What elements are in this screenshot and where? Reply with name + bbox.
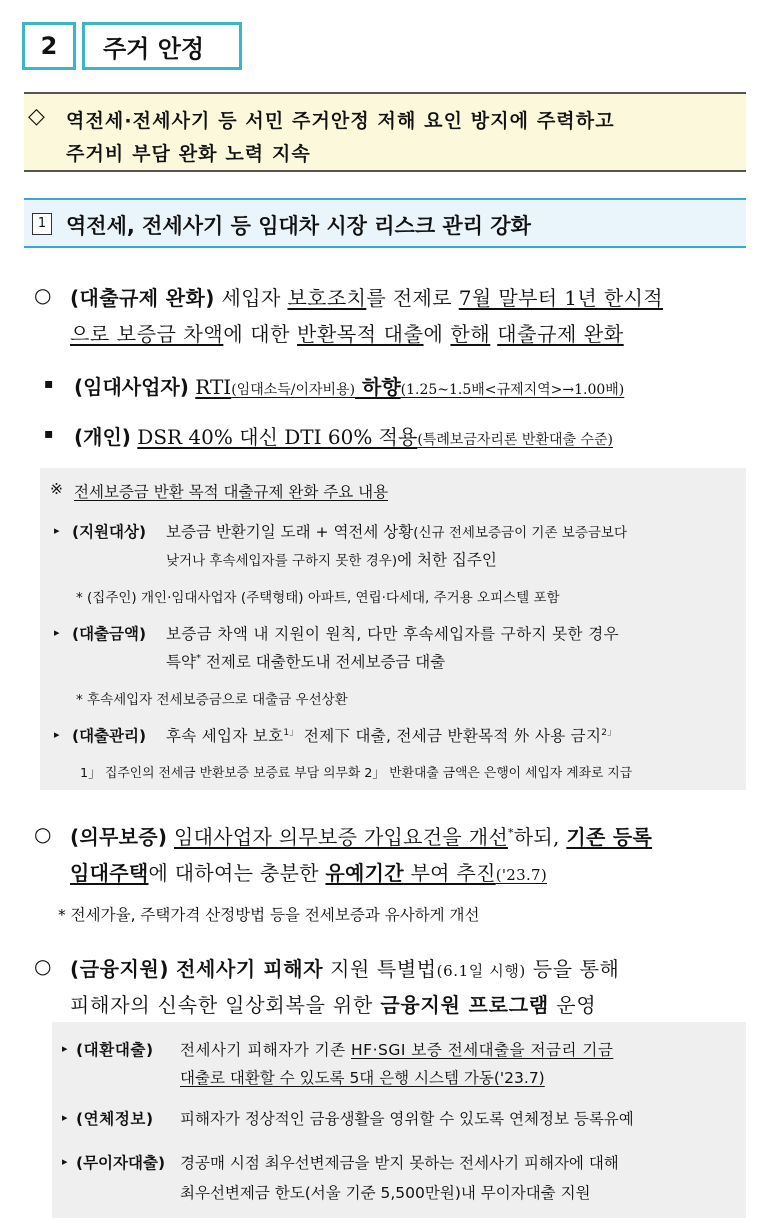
item2-line2: 임대주택에 대하여는 충분한 유예기간 부여 추진('23.7) bbox=[70, 861, 548, 885]
item3-line1: (금융지원) 전세사기 피해자 지원 특별법(6.1일 시행) 등을 통해 bbox=[70, 957, 620, 981]
section-number-box bbox=[22, 22, 76, 70]
box2-r2-label: (연체정보) bbox=[76, 1110, 154, 1128]
item1-line2: 으로 보증금 차액에 대한 반환목적 대출에 한해 대출규제 완화 bbox=[70, 322, 624, 346]
box1-r2-label: (대출금액) bbox=[72, 625, 147, 643]
box1-r3-label: (대출관리) bbox=[72, 727, 147, 745]
box1-r2-line2: 특약* 전제로 대출한도내 전세보증금 대출 bbox=[166, 652, 446, 671]
ref-mark: ※ bbox=[50, 480, 63, 498]
bullet-square: ▪ bbox=[44, 376, 54, 392]
item1-label: (대출규제 완화) bbox=[70, 286, 215, 310]
box2-r3-label: (무이자대출) bbox=[76, 1154, 166, 1172]
box2-r1-line1: 전세사기 피해자가 기존 HF·SGI 보증 전세대출을 저금리 기금 bbox=[180, 1041, 614, 1059]
sub1-line: (임대사업자) RTI(임대소득/이자비용) 하향(1.25~1.5배<규제지역>→1.00배) bbox=[74, 375, 625, 399]
bullet-triangle: ▸ bbox=[62, 1155, 68, 1168]
bullet-triangle: ▸ bbox=[62, 1111, 68, 1124]
item1-line1: (대출규제 완화) 세입자 보호조치를 전제로 7월 말부터 1년 한시적 bbox=[70, 286, 664, 310]
subsection-heading bbox=[24, 198, 746, 248]
summary-line-1: 역전세·전세사기 등 서민 주거안정 저해 요인 방지에 주력하고 bbox=[66, 110, 615, 132]
bullet-triangle: ▸ bbox=[54, 524, 60, 537]
box1-r2-line1: 보증금 차액 내 지원이 원칙, 다만 후속세입자를 구하지 못한 경우 bbox=[166, 625, 619, 643]
box1-r2-note: * 후속세입자 전세보증금으로 대출금 우선상환 bbox=[76, 692, 348, 708]
box1-r1-note: * (집주인) 개인·임대사업자 (주택형태) 아파트, 연립·다세대, 주거용 오피스텔 포함 bbox=[76, 590, 560, 606]
summary-box bbox=[24, 92, 746, 172]
bullet-triangle: ▸ bbox=[54, 626, 60, 639]
sub2-line: (개인) DSR 40% 대신 DTI 60% 적용(특례보금자리론 반환대출 수준) bbox=[74, 425, 613, 449]
bullet-triangle: ▸ bbox=[62, 1042, 68, 1055]
bullet-square: ▪ bbox=[44, 426, 54, 442]
section-title: 주거 안정 bbox=[103, 34, 205, 63]
section-title-box bbox=[82, 22, 242, 70]
box2-r1-line2: 대출로 대환할 수 있도록 5대 은행 시스템 가동('23.7) bbox=[180, 1069, 545, 1087]
section-number: 2 bbox=[40, 32, 58, 60]
box2-r3-line2: 최우선변제금 한도(서울 기준 5,500만원)내 무이자대출 지원 bbox=[180, 1184, 591, 1202]
item3-line2: 피해자의 신속한 일상회복을 위한 금융지원 프로그램 운영 bbox=[70, 993, 597, 1017]
subsection-title: 역전세, 전세사기 등 임대차 시장 리스크 관리 강화 bbox=[66, 214, 531, 238]
item2-note: * 전세가율, 주택가격 산정방법 등을 전세보증과 유사하게 개선 bbox=[58, 906, 480, 924]
box1-r1-line2: 낮거나 후속세입자를 구하지 못한 경우)에 처한 집주인 bbox=[166, 551, 497, 569]
summary-line-2: 주거비 부담 완화 노력 지속 bbox=[66, 143, 311, 165]
subsection-number: 1 bbox=[32, 213, 52, 235]
bullet-circle: ○ bbox=[34, 822, 52, 846]
summary-bullet: ◇ bbox=[28, 104, 45, 129]
box1-title: 전세보증금 반환 목적 대출규제 완화 주요 내용 bbox=[74, 483, 389, 501]
box1-r3-line: 후속 세입자 보호$^{1」}$ 전제下 대출, 전세금 반환목적 外 사용 금지$^{2」}$ bbox=[166, 727, 617, 745]
bullet-triangle: ▸ bbox=[54, 728, 60, 741]
box1-r1-label: (지원대상) bbox=[72, 523, 147, 541]
bullet-circle: ○ bbox=[34, 283, 52, 307]
box2-r2-text: 피해자가 정상적인 금융생활을 영위할 수 있도록 연체정보 등록유예 bbox=[180, 1110, 634, 1128]
box1-r1-line1: 보증금 반환기일 도래 + 역전세 상황(신규 전세보증금이 기존 보증금보다 bbox=[166, 523, 628, 541]
box1-r3-note: 1」 집주인의 전세금 반환보증 보증료 부담 의무화 2」 반환대출 금액은 은행이 세입자 계좌로 지급 bbox=[80, 766, 633, 781]
item2-line1: (의무보증) 임대사업자 의무보증 가입요건을 개선*하되, 기존 등록 bbox=[70, 825, 653, 849]
bullet-circle: ○ bbox=[34, 954, 52, 978]
box2-r1-label: (대환대출) bbox=[76, 1041, 154, 1059]
box2-r3-line1: 경공매 시점 최우선변제금을 받지 못하는 전세사기 피해자에 대해 bbox=[180, 1154, 619, 1172]
